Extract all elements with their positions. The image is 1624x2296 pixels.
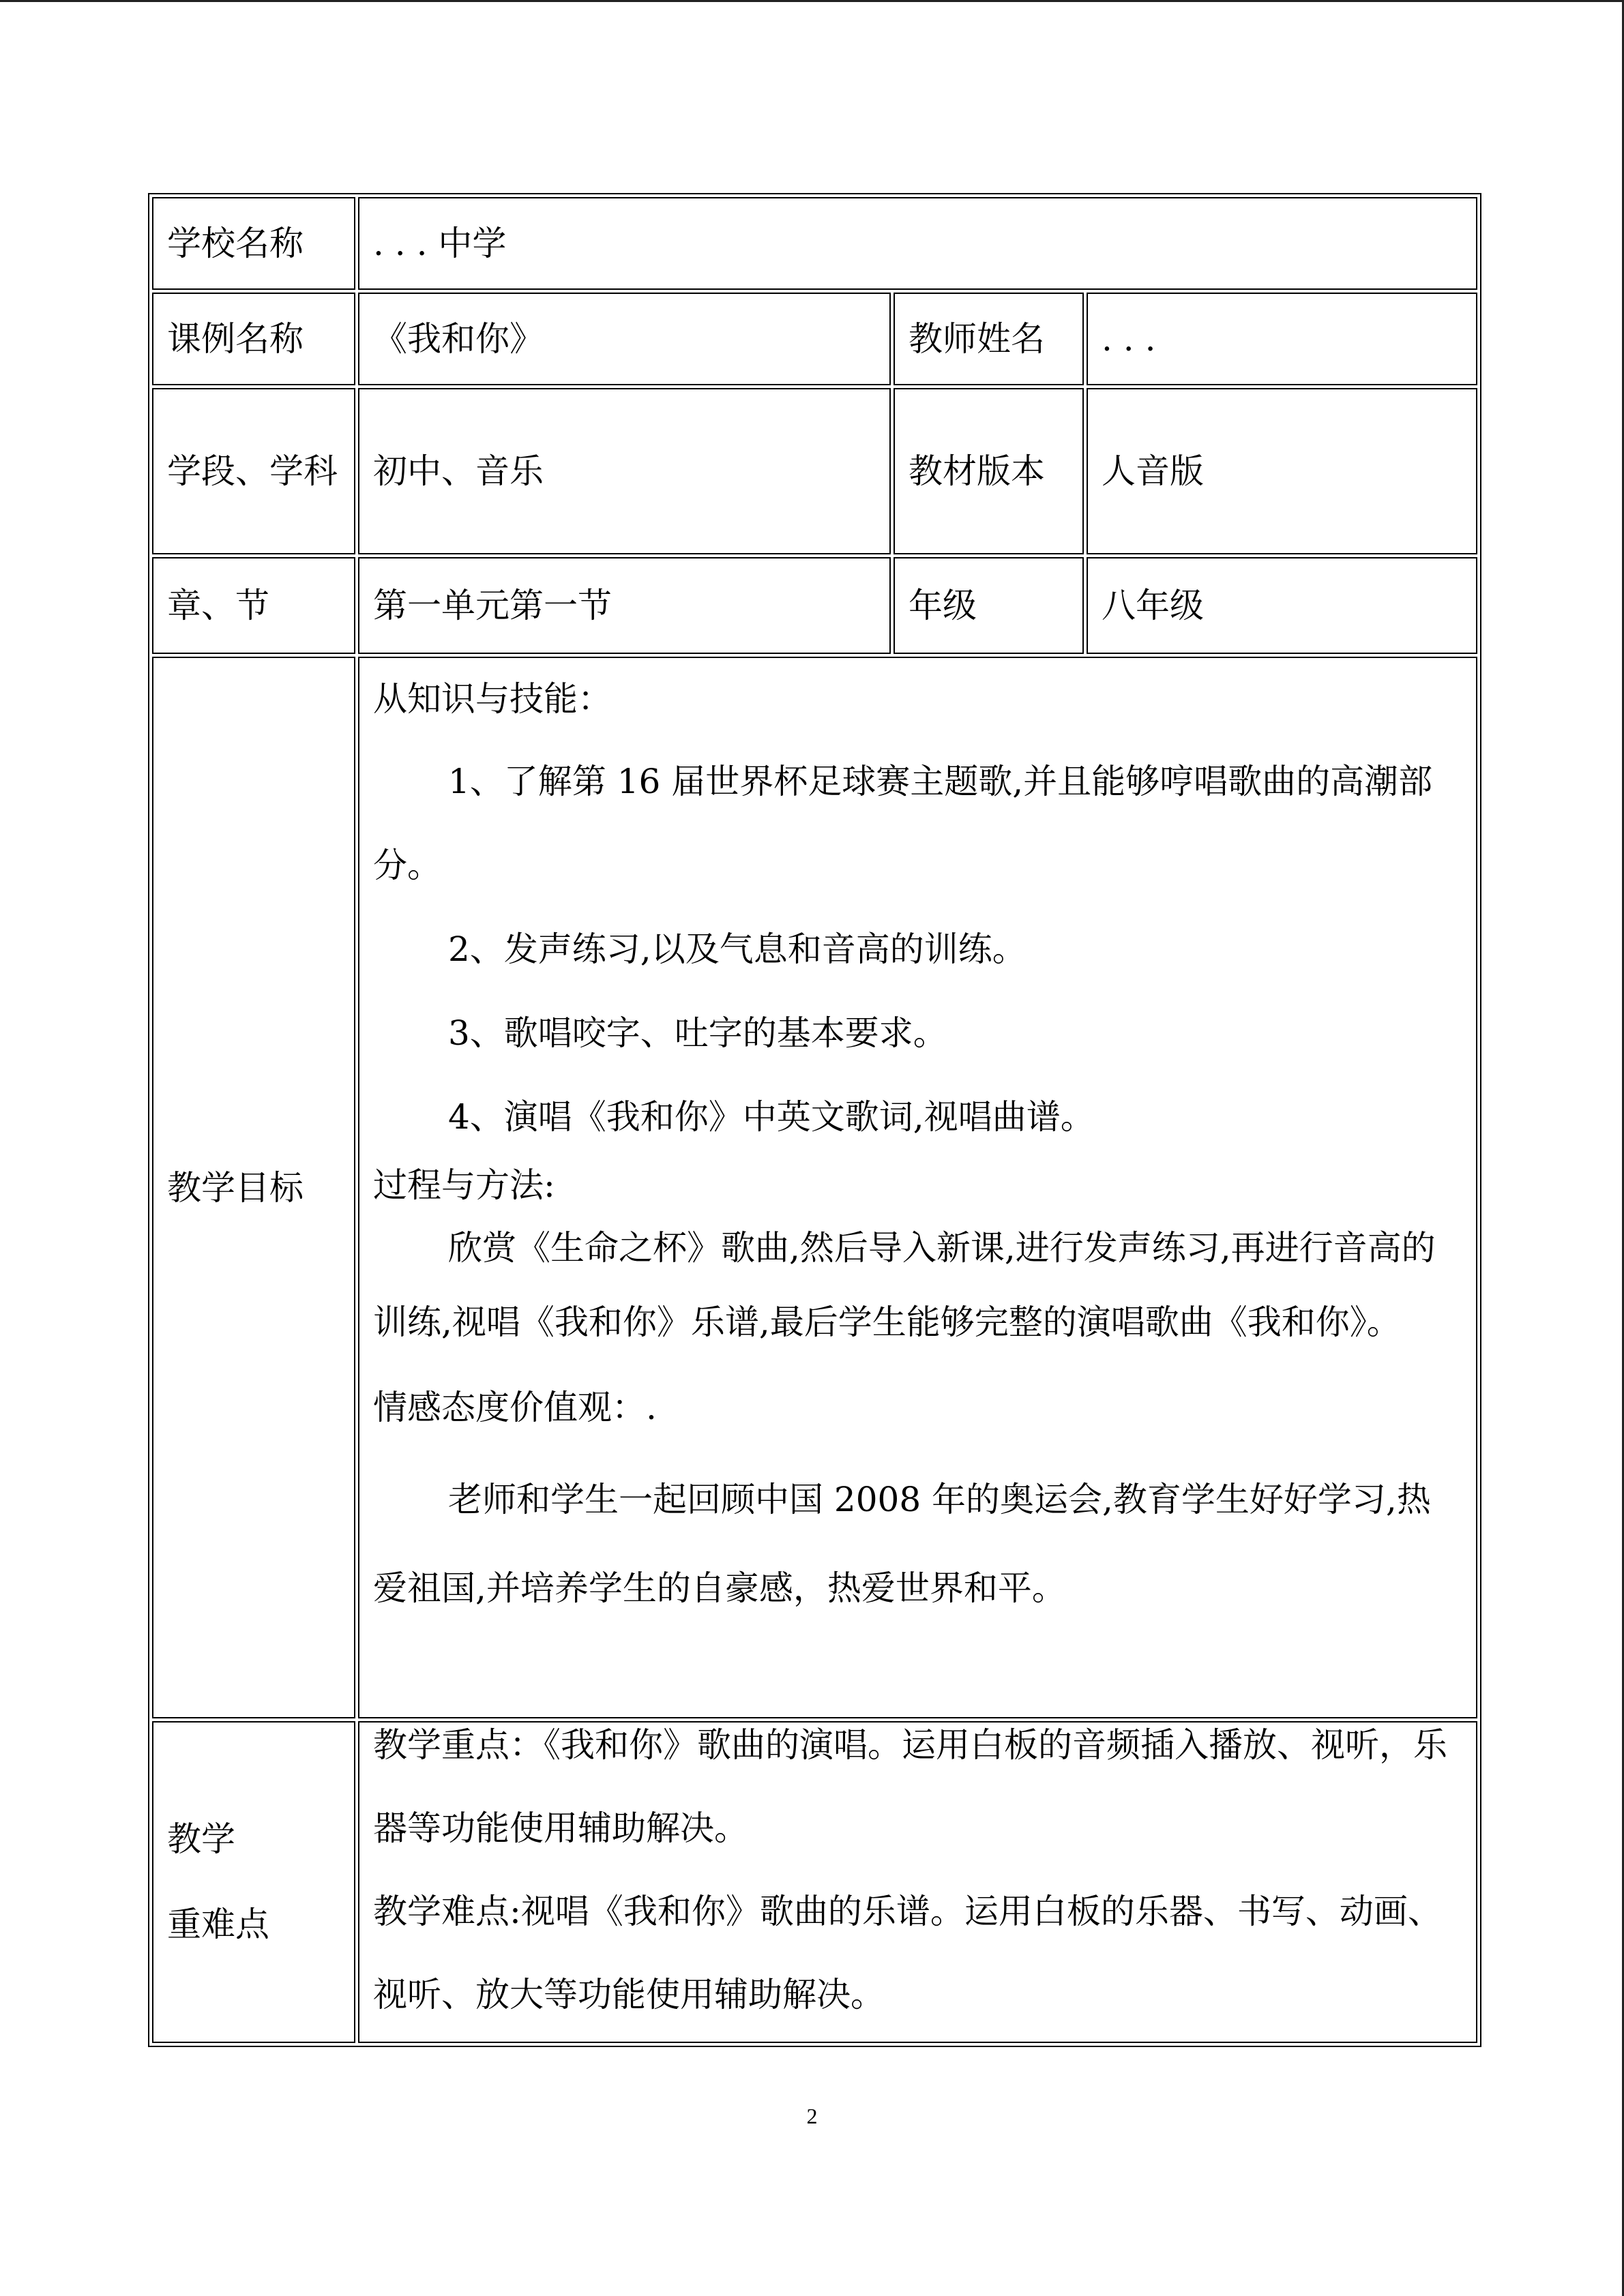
objective-emotion-text: 老师和学生一起回顾中国 2008 年的奥运会,教育学生好好学习,热爱祖国,并培养学生的自豪感，热爱世界和平。 (373, 1480, 1431, 1608)
grade-label: 年级 (894, 557, 1084, 654)
row-stage (152, 388, 1477, 554)
teaching-focus-text: 教学重点：《我和你》歌曲的演唱。运用白板的音频插入播放、视听，乐器等功能使用辅助解决。 (373, 1725, 1447, 1848)
keypoints-content (358, 1721, 1477, 2043)
keypoints-label (152, 1721, 355, 2043)
objective-item-1: 1、了解第 16 届世界杯足球赛主题歌,并且能够哼唱歌曲的高潮部分。 (373, 762, 1433, 885)
lesson-plan-table (148, 193, 1481, 2047)
objectives-heading-emotion: 情感态度价值观：. (373, 1388, 657, 1427)
teacher-name-label: 教师姓名 (894, 293, 1084, 385)
objective-item-3: 3、歌唱咬字、吐字的基本要求。 (448, 1013, 947, 1053)
objective-process-text: 欣赏《生命之杯》歌曲,然后导入新课,进行发声练习,再进行音高的训练,视唱《我和你》乐谱,最后学生能够完整的演唱歌曲《我和你》。 (373, 1228, 1436, 1342)
row-keypoints (152, 1721, 1477, 2043)
keypoints-label-line2: 重难点 (167, 1905, 269, 1944)
teaching-difficulty-text: 教学难点:视唱《我和你》歌曲的乐谱。运用白板的乐器、书写、动画、视听、放大等功能使用辅助解决。 (373, 1892, 1442, 2014)
objective-item-4: 4、演唱《我和你》中英文歌词,视唱曲谱。 (448, 1097, 1095, 1137)
school-name-label: 学校名称 (152, 197, 355, 290)
objectives-content (358, 657, 1477, 1718)
objectives-heading-knowledge: 从知识与技能： (373, 679, 612, 719)
teacher-name-value: . . . (1087, 293, 1477, 385)
keypoints-label-line1: 教学 (167, 1819, 235, 1859)
row-chapter (152, 557, 1477, 654)
objectives-heading-process: 过程与方法: (373, 1165, 555, 1205)
page-number: 2 (806, 2104, 818, 2128)
objective-item-2: 2、发声练习,以及气息和音高的训练。 (448, 929, 1027, 969)
chapter-value: 第一单元第一节 (358, 557, 891, 654)
stage-subject-label: 学段、学科 (152, 388, 355, 554)
page-border-top (0, 0, 1624, 2)
row-course (152, 293, 1477, 385)
grade-value: 八年级 (1087, 557, 1477, 654)
stage-subject-value: 初中、音乐 (358, 388, 891, 554)
textbook-edition-value: 人音版 (1087, 388, 1477, 554)
course-name-value: 《我和你》 (358, 293, 891, 385)
objectives-label: 教学目标 (152, 657, 355, 1718)
textbook-edition-label: 教材版本 (894, 388, 1084, 554)
course-name-label: 课例名称 (152, 293, 355, 385)
school-name-value: . . . 中学 (358, 197, 1477, 290)
chapter-label: 章、节 (152, 557, 355, 654)
row-objectives (152, 657, 1477, 1718)
row-school (152, 197, 1477, 290)
